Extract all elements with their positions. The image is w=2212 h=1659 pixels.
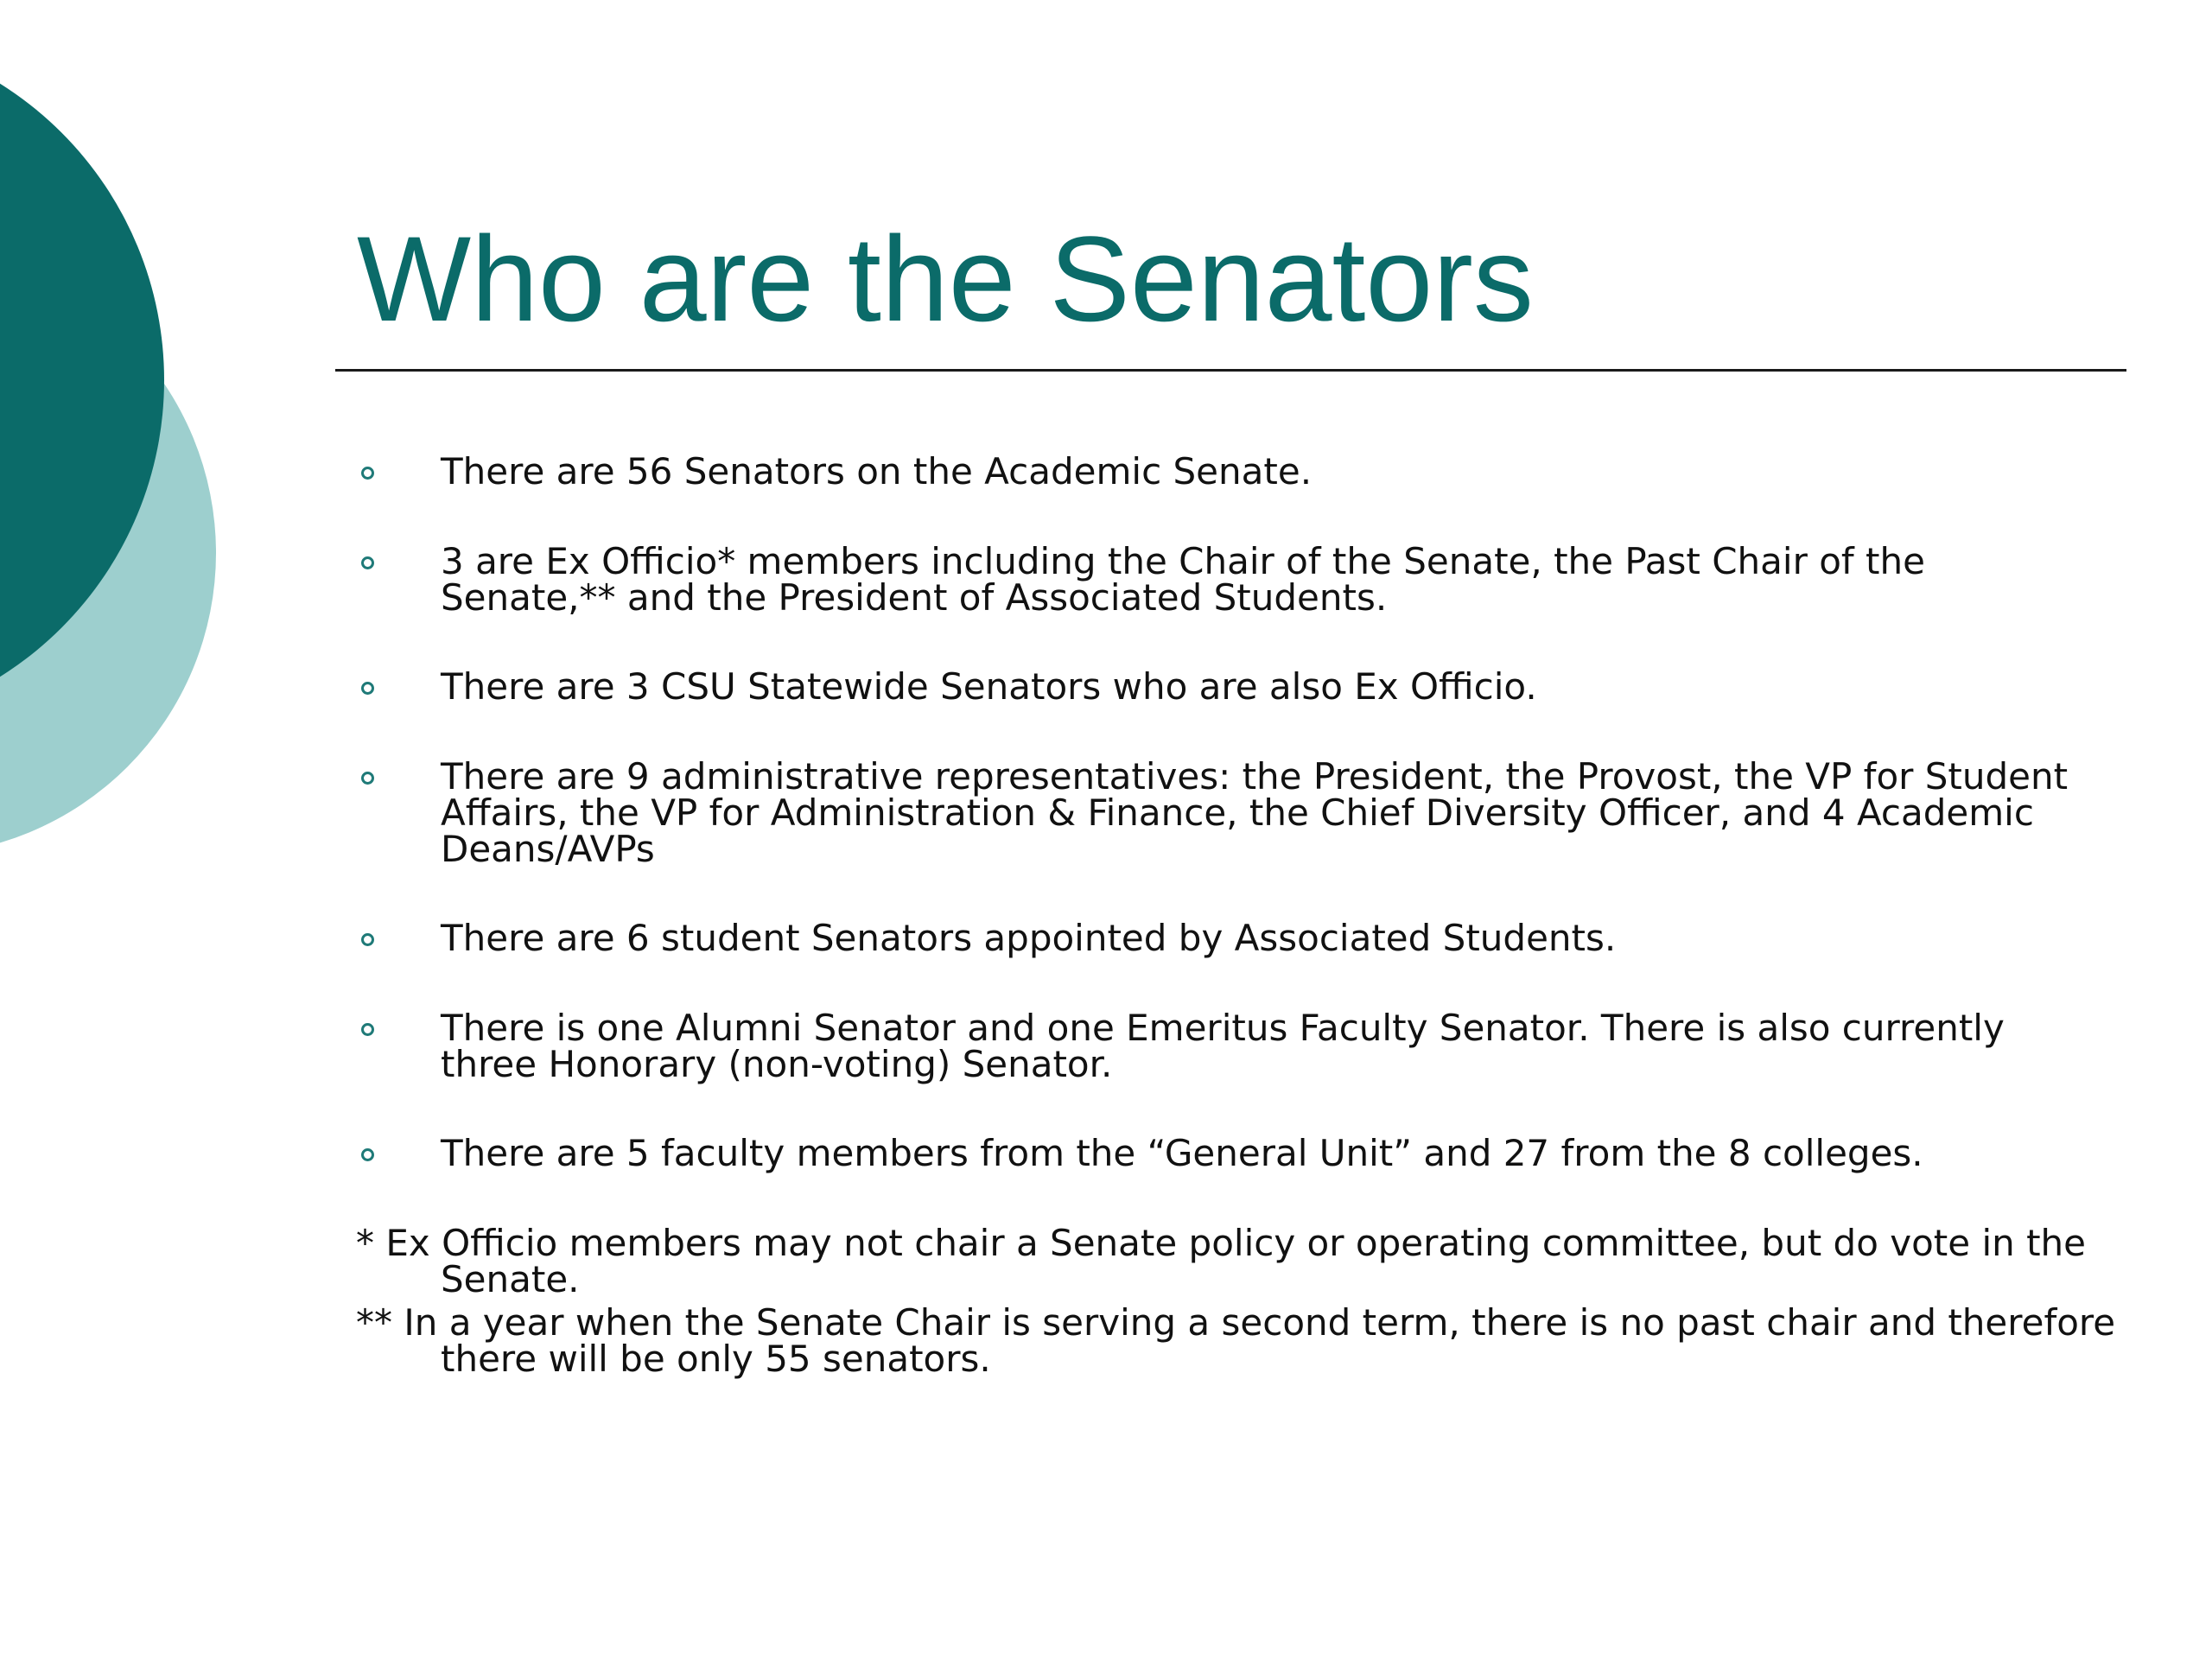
decorative-circles (0, 0, 259, 907)
bullet-circle-icon (361, 1148, 374, 1161)
bullet-circle-icon (361, 933, 374, 946)
bullet-circle-icon (361, 467, 374, 480)
bullet-circle-icon (361, 772, 374, 785)
bullet-text: There are 6 student Senators appointed by Associated Students. (441, 917, 1617, 959)
footnote-past-chair: ** In a year when the Senate Chair is serving a second term, there is no past chair and therefore there will be only 55 senators. (356, 1301, 2116, 1380)
bullet-circle-icon (361, 682, 374, 695)
bullet-text: There are 9 administrative representatives: the President, the Provost, the VP for Student Affairs, the VP for Administration & Finance, the Chief Diversity Officer, and 4 Academic Deans/AVPs (441, 755, 2069, 870)
bullet-text: There are 3 CSU Statewide Senators who are also Ex Officio. (441, 665, 1537, 708)
bullet-text: 3 are Ex Officio* members including the Chair of the Senate, the Past Chair of the Senate,** and the President of Associated Students. (441, 540, 1925, 619)
footnote-ex-officio: * Ex Officio members may not chair a Senate policy or operating committee, but do vote in the Senate. (356, 1222, 2087, 1300)
bullet-text: There are 5 faculty members from the “General Unit” and 27 from the 8 colleges. (441, 1132, 1923, 1174)
bullet-circle-icon (361, 1023, 374, 1036)
bullet-circle-icon (361, 556, 374, 569)
title-divider (335, 369, 2126, 372)
bullet-text: There is one Alumni Senator and one Emeritus Faculty Senator. There is also currently three Honorary (non-voting) Senator. (441, 1007, 2005, 1085)
slide-title: Who are the Senators (357, 211, 1534, 346)
bullet-text: There are 56 Senators on the Academic Senate. (441, 450, 1313, 493)
